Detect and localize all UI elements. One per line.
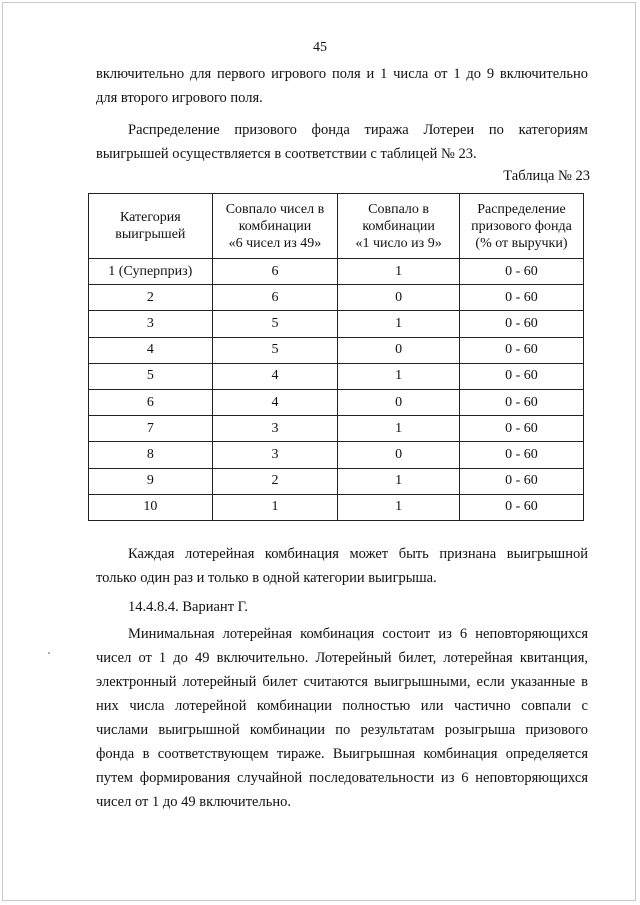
prize-distribution-table [88,193,584,521]
table-row [89,416,584,442]
table-row [89,389,584,415]
section-heading-text: 14.4.8.4. Вариант Г. [128,599,249,615]
cell-matched-main: 4 [212,389,338,415]
cell-share: 0 - 60 [459,285,583,311]
cell-share: 0 - 60 [459,468,583,494]
cell-matched-bonus: 0 [338,442,460,468]
cell-category: 4 [89,337,213,363]
cell-matched-bonus: 0 [338,389,460,415]
cell-category: 3 [89,311,213,337]
distribution-paragraph [96,118,588,166]
cell-matched-main: 6 [212,285,338,311]
page-number: 45 [313,40,327,55]
variant-line-5: числами выигрышной комбинации по результатам розыгрыша призового [96,722,588,738]
cell-category: 7 [89,416,213,442]
cell-share: 0 - 60 [459,363,583,389]
intro-line-2: для второго игрового поля. [96,90,263,106]
table-row [89,285,584,311]
cell-matched-bonus: 1 [338,468,460,494]
combination-paragraph [96,542,588,590]
table-row [89,442,584,468]
header-matched-1-of-9: Совпало в комбинации «1 число из 9» [338,194,460,259]
cell-matched-bonus: 1 [338,363,460,389]
variant-line-4: них числа лотерейной комбинации полностью или частично совпали с [96,698,588,714]
cell-category: 9 [89,468,213,494]
variant-line-3: электронный лотерейный билет считаются выигрышными, если указанные в [96,674,588,690]
table-caption: Таблица № 23 [503,168,590,184]
variant-line-6: фонда в соответствующем тираже. Выигрышная комбинация определяется [96,746,588,762]
variant-line-1: Минимальная лотерейная комбинация состоит из 6 неповторяющихся [128,626,588,642]
variant-line-2: чисел от 1 до 49 включительно. Лотерейный билет, лотерейная квитанция, [96,650,588,666]
intro-line-1: включительно для первого игрового поля и 1 числа от 1 до 9 включительно [96,66,588,82]
table-header-row [89,194,584,259]
table-row [89,468,584,494]
cell-matched-main: 3 [212,442,338,468]
variant-line-7: путем формирования случайной последовательности из 6 неповторяющихся [96,770,588,786]
header-category: Категория выигрышей [89,194,213,259]
intro-paragraph [96,62,588,110]
cell-category: 10 [89,494,213,520]
cell-matched-main: 3 [212,416,338,442]
cell-share: 0 - 60 [459,259,583,285]
cell-share: 0 - 60 [459,389,583,415]
table-row [89,259,584,285]
cell-share: 0 - 60 [459,494,583,520]
cell-matched-bonus: 1 [338,416,460,442]
header-prize-distribution: Распределение призового фонда (% от выручки) [459,194,583,259]
cell-share: 0 - 60 [459,442,583,468]
section-heading [96,595,588,619]
table-row [89,494,584,520]
scan-speck [48,652,50,654]
table-row [89,363,584,389]
cell-matched-main: 6 [212,259,338,285]
combination-line-1: Каждая лотерейная комбинация может быть признана выигрышной [128,546,588,562]
cell-category: 5 [89,363,213,389]
cell-matched-bonus: 0 [338,285,460,311]
combination-line-2: только один раз и только в одной категории выигрыша. [96,570,437,586]
cell-category: 1 (Суперприз) [89,259,213,285]
cell-share: 0 - 60 [459,311,583,337]
cell-matched-bonus: 1 [338,259,460,285]
table-row [89,311,584,337]
distribution-line-1: Распределение призового фонда тиража Лотереи по категориям [128,122,588,138]
cell-matched-bonus: 0 [338,337,460,363]
variant-line-8: чисел от 1 до 49 включительно. [96,794,291,810]
cell-matched-main: 5 [212,337,338,363]
table-row [89,337,584,363]
cell-matched-bonus: 1 [338,311,460,337]
cell-share: 0 - 60 [459,416,583,442]
cell-matched-bonus: 1 [338,494,460,520]
cell-category: 2 [89,285,213,311]
cell-matched-main: 1 [212,494,338,520]
cell-matched-main: 4 [212,363,338,389]
cell-category: 8 [89,442,213,468]
variant-paragraph [96,622,588,814]
cell-matched-main: 2 [212,468,338,494]
cell-share: 0 - 60 [459,337,583,363]
cell-category: 6 [89,389,213,415]
cell-matched-main: 5 [212,311,338,337]
distribution-line-2: выигрышей осуществляется в соответствии с таблицей № 23. [96,146,477,162]
header-matched-6-of-49: Совпало чисел в комбинации «6 чисел из 49» [212,194,338,259]
